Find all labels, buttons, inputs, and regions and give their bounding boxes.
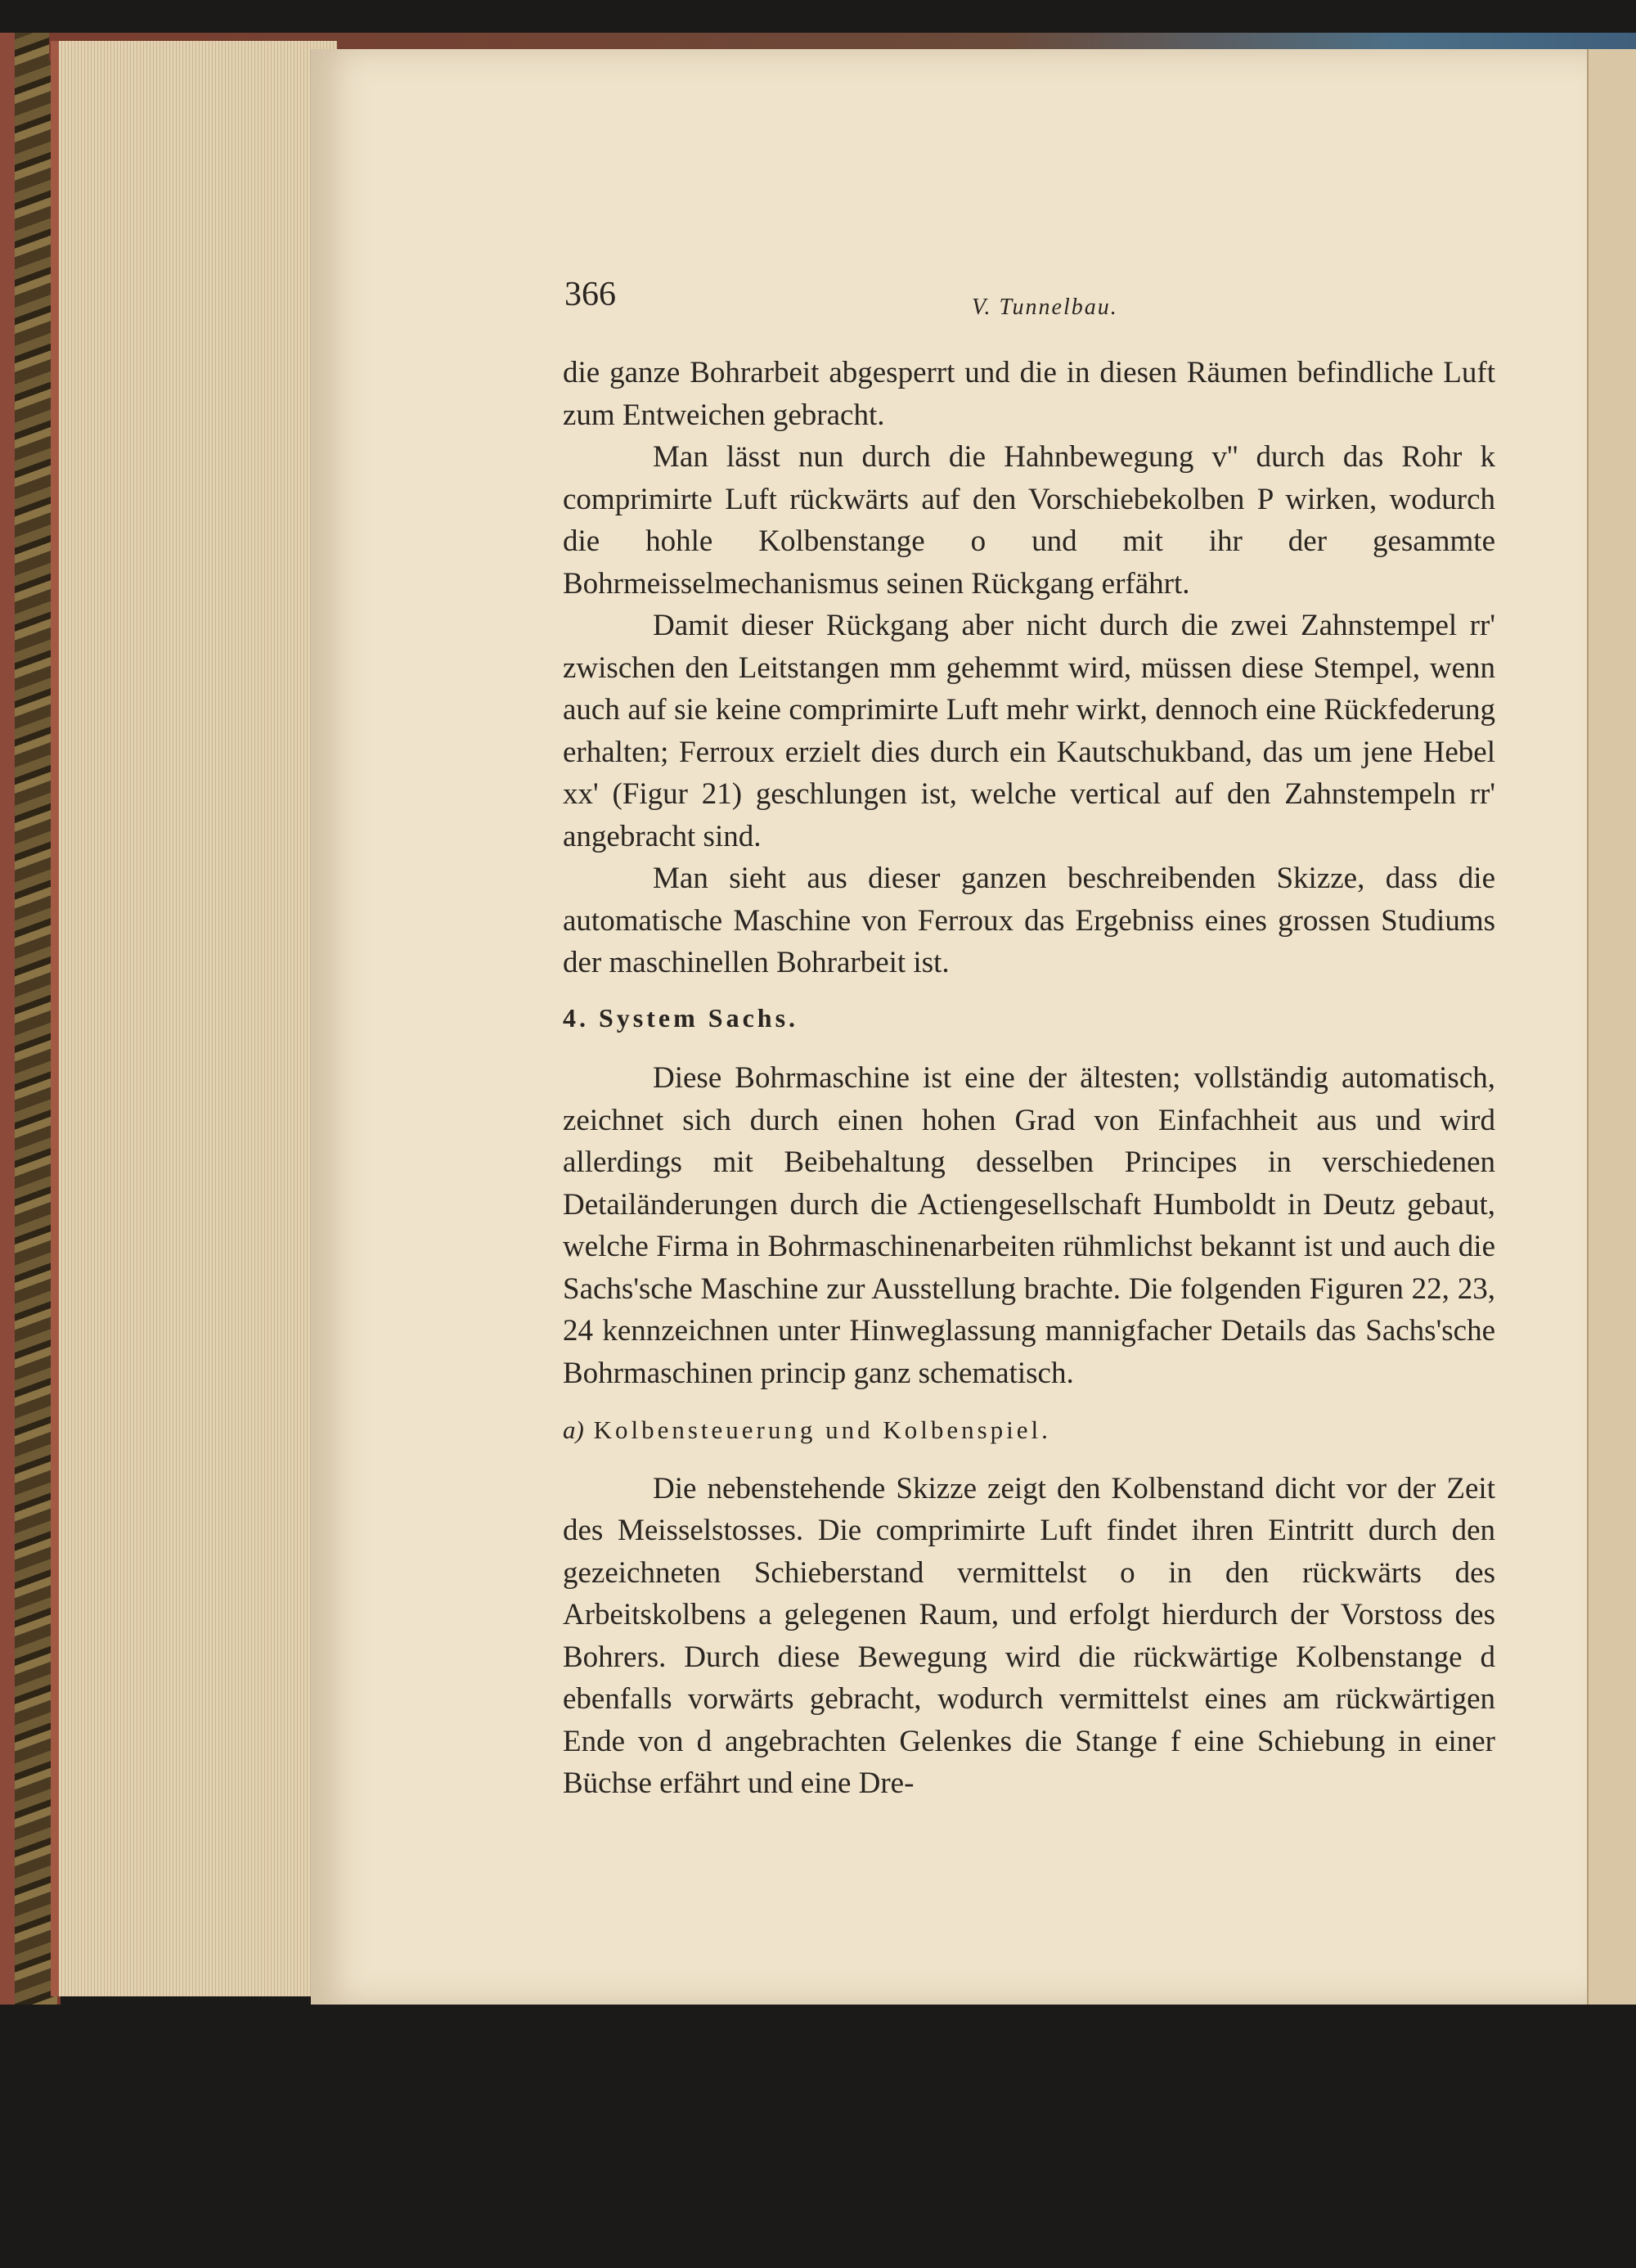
paragraph-2: Man lässt nun durch die Hahnbewegung v'' durch das Rohr k comprimirte Luft rückwärts auf den Vorschiebekolben P wirken, wodurch die hohle Kolbenstange o und mit ihr der gesammte Bohrmeisselmechanismus seinen Rückgang erfährt.: [563, 440, 1495, 601]
subsection-letter: a): [563, 1415, 584, 1444]
running-head: V. Tunnelbau.: [972, 295, 1118, 320]
facing-page-edge: [1587, 49, 1636, 2005]
page-number: 366: [564, 276, 616, 313]
paragraph-3: Damit dieser Rückgang aber nicht durch die zwei Zahnstempel rr' zwischen den Leitstangen mm gehemmt wird, müssen diese Stempel, wenn auch auf sie keine comprimirte Luft mehr wirkt, dennoch eine Rückfederung erhalten; Ferroux erzielt dies durch ein Kautschukband, das um jene Hebel xx' (Figur 21) geschlungen ist, welche vertical auf den Zahnstempeln rr' angebracht sind.: [563, 609, 1495, 853]
subsection-title: Kolbensteuerung und Kolbenspiel.: [593, 1415, 1051, 1444]
page-header: [564, 275, 1505, 324]
book-spine-edge: [0, 33, 15, 2021]
paragraph-4: Man sieht aus dieser ganzen beschreibenden Skizze, dass die automatische Maschine von Ferroux das Ergebniss eines grossen Studiums der maschinellen Bohrarbeit ist.: [563, 862, 1495, 979]
paragraph-5: Diese Bohrmaschine ist eine der ältesten; vollständig automatisch, zeichnet sich durch einen hohen Grad von Einfachheit aus und wird allerdings mit Beibehaltung desselben Principes in verschiedenen Detailänderungen durch die Actiengesellschaft Humboldt in Deutz gebaut, welche Firma in Bohrmaschinenarbeiten rühmlichst bekannt ist und auch die Sachs'sche Maschine zur Ausstellung brachte. Die folgenden Figuren 22, 23, 24 kennzeichnen unter Hinweglassung mannigfacher Details das Sachs'sche Bohrmaschinen princip ganz schematisch.: [563, 1061, 1495, 1390]
paragraph-1: die ganze Bohrarbeit abgesperrt und die in diesen Räumen befindliche Luft zum Entweichen gebracht.: [563, 356, 1495, 432]
page-body: [563, 352, 1495, 1805]
paragraph-6: Die nebenstehende Skizze zeigt den Kolbenstand dicht vor der Zeit des Meisselstosses. Die comprimirte Luft findet ihren Eintritt durch den gezeichneten Schieberstand vermittelst o in den rückwärts des Arbeitskolbens a gelegenen Raum, und erfolgt hierdurch der Vorstoss des Bohrers. Durch diese Bewegung wird die rückwärtige Kolbenstange d ebenfalls vorwärts gebracht, wodurch vermittelst eines am rückwärtigen Ende von d angebrachten Gelenkes die Stange f eine Schiebung in einer Büchse erfährt und eine Dre-: [563, 1471, 1495, 1800]
page-stack-edges: [51, 41, 337, 1996]
section-heading: 4. System Sachs.: [563, 1002, 799, 1033]
subsection-heading: [563, 1409, 1495, 1451]
background-bottom: [0, 2005, 1636, 2268]
